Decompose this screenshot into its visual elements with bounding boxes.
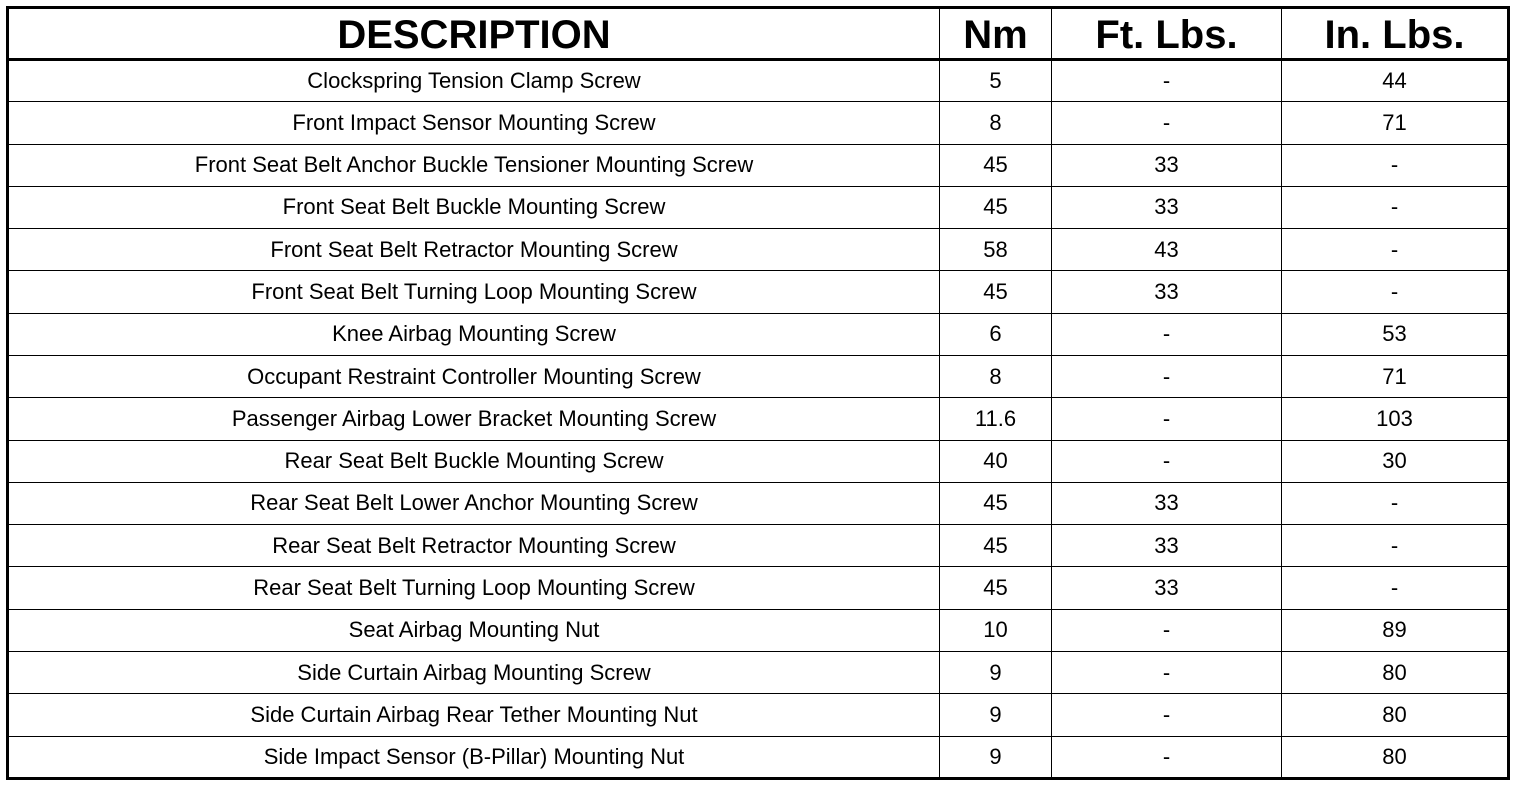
cell-nm: 40 [940,440,1052,482]
cell-in-lbs: - [1282,186,1509,228]
cell-ft-lbs: - [1052,736,1282,779]
cell-description: Front Seat Belt Retractor Mounting Screw [8,229,940,271]
header-ft-lbs: Ft. Lbs. [1052,8,1282,60]
table-row [8,398,1509,440]
cell-description: Rear Seat Belt Lower Anchor Mounting Screw [8,482,940,524]
table-row [8,144,1509,186]
cell-description: Front Seat Belt Buckle Mounting Screw [8,186,940,228]
cell-description: Passenger Airbag Lower Bracket Mounting Screw [8,398,940,440]
cell-description: Front Impact Sensor Mounting Screw [8,102,940,144]
cell-ft-lbs: 33 [1052,271,1282,313]
cell-ft-lbs: 33 [1052,144,1282,186]
cell-nm: 6 [940,313,1052,355]
cell-ft-lbs: - [1052,651,1282,693]
cell-ft-lbs: - [1052,694,1282,736]
cell-description: Seat Airbag Mounting Nut [8,609,940,651]
table-row [8,313,1509,355]
cell-in-lbs: 80 [1282,651,1509,693]
cell-in-lbs: - [1282,567,1509,609]
cell-nm: 8 [940,355,1052,397]
cell-in-lbs: 71 [1282,355,1509,397]
cell-in-lbs: 30 [1282,440,1509,482]
cell-ft-lbs: - [1052,398,1282,440]
table-row [8,440,1509,482]
cell-in-lbs: - [1282,271,1509,313]
cell-description: Front Seat Belt Anchor Buckle Tensioner Mounting Screw [8,144,940,186]
cell-description: Side Curtain Airbag Mounting Screw [8,651,940,693]
header-nm: Nm [940,8,1052,60]
cell-in-lbs: 71 [1282,102,1509,144]
header-description: DESCRIPTION [8,8,940,60]
cell-ft-lbs: 33 [1052,186,1282,228]
cell-in-lbs: - [1282,525,1509,567]
cell-nm: 58 [940,229,1052,271]
cell-in-lbs: 80 [1282,736,1509,779]
cell-ft-lbs: 33 [1052,567,1282,609]
cell-in-lbs: 44 [1282,60,1509,102]
table-row [8,355,1509,397]
cell-description: Rear Seat Belt Buckle Mounting Screw [8,440,940,482]
cell-nm: 5 [940,60,1052,102]
header-row [8,8,1509,60]
cell-nm: 45 [940,186,1052,228]
cell-description: Side Curtain Airbag Rear Tether Mounting Nut [8,694,940,736]
cell-ft-lbs: - [1052,609,1282,651]
cell-nm: 10 [940,609,1052,651]
cell-in-lbs: 89 [1282,609,1509,651]
table-body [8,60,1509,779]
cell-in-lbs: - [1282,144,1509,186]
table-row [8,186,1509,228]
table-row [8,567,1509,609]
cell-nm: 9 [940,694,1052,736]
cell-in-lbs: 80 [1282,694,1509,736]
cell-description: Clockspring Tension Clamp Screw [8,60,940,102]
cell-ft-lbs: - [1052,60,1282,102]
table-row [8,229,1509,271]
cell-nm: 9 [940,651,1052,693]
cell-ft-lbs: - [1052,355,1282,397]
cell-nm: 45 [940,482,1052,524]
cell-description: Knee Airbag Mounting Screw [8,313,940,355]
table-row [8,482,1509,524]
cell-description: Rear Seat Belt Turning Loop Mounting Screw [8,567,940,609]
cell-in-lbs: - [1282,482,1509,524]
cell-nm: 45 [940,271,1052,313]
cell-ft-lbs: - [1052,313,1282,355]
cell-description: Front Seat Belt Turning Loop Mounting Screw [8,271,940,313]
table-row [8,525,1509,567]
cell-nm: 11.6 [940,398,1052,440]
table-row [8,694,1509,736]
cell-nm: 9 [940,736,1052,779]
cell-ft-lbs: 43 [1052,229,1282,271]
cell-in-lbs: - [1282,229,1509,271]
cell-description: Side Impact Sensor (B-Pillar) Mounting Nut [8,736,940,779]
cell-ft-lbs: 33 [1052,482,1282,524]
cell-nm: 8 [940,102,1052,144]
cell-nm: 45 [940,144,1052,186]
table-row [8,651,1509,693]
cell-nm: 45 [940,525,1052,567]
table-row [8,609,1509,651]
table-row [8,271,1509,313]
torque-specification-table [6,6,1510,780]
cell-in-lbs: 53 [1282,313,1509,355]
cell-ft-lbs: - [1052,102,1282,144]
cell-description: Occupant Restraint Controller Mounting Screw [8,355,940,397]
table-row [8,102,1509,144]
cell-ft-lbs: - [1052,440,1282,482]
cell-ft-lbs: 33 [1052,525,1282,567]
header-in-lbs: In. Lbs. [1282,8,1509,60]
cell-nm: 45 [940,567,1052,609]
table-row [8,736,1509,779]
table-row [8,60,1509,102]
cell-description: Rear Seat Belt Retractor Mounting Screw [8,525,940,567]
cell-in-lbs: 103 [1282,398,1509,440]
